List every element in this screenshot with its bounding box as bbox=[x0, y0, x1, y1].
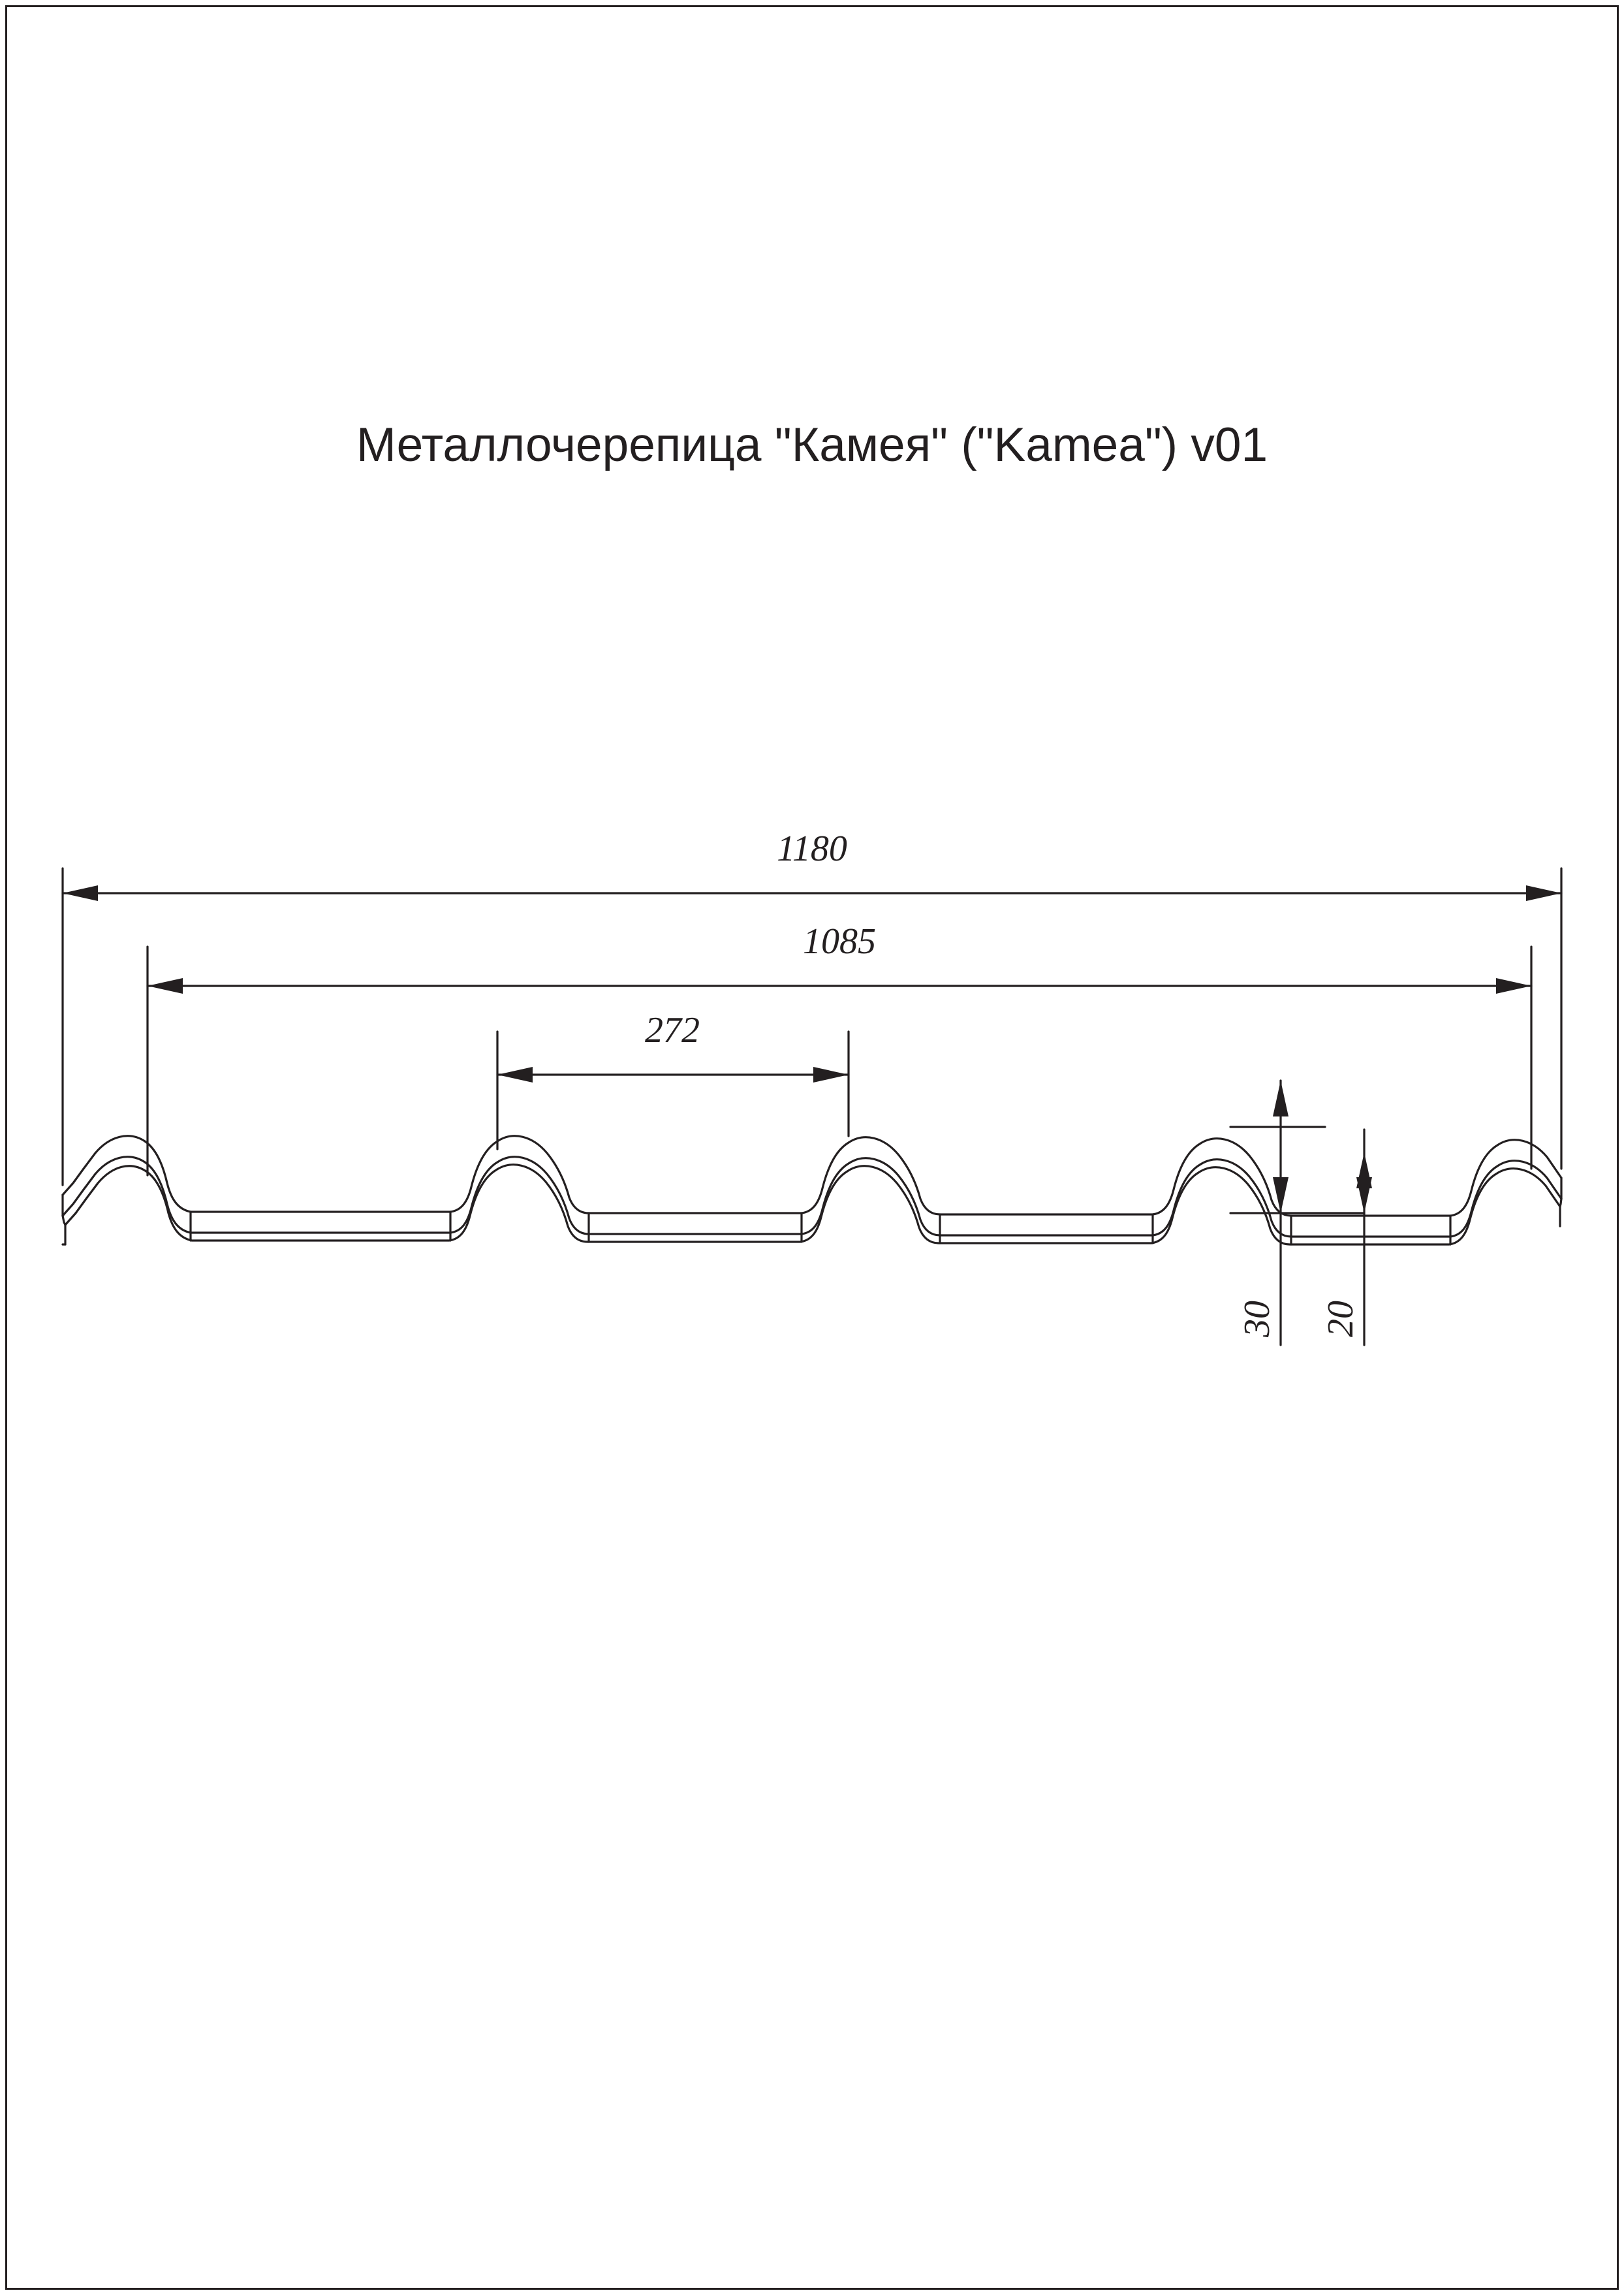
dimension-1180 bbox=[63, 868, 1561, 1185]
dimension-label-30: 30 bbox=[1237, 1301, 1277, 1337]
reference-lines bbox=[1230, 1127, 1281, 1213]
dimension-label-1085: 1085 bbox=[803, 921, 876, 962]
tile-profile-second-line bbox=[63, 1157, 1561, 1237]
dimension-label-1180: 1180 bbox=[777, 829, 847, 869]
dimension-label-20: 20 bbox=[1320, 1301, 1361, 1337]
tile-profile-top-line bbox=[63, 1136, 1561, 1216]
page-title: Металлочерепица "Камея" ("Kamea") v01 bbox=[356, 419, 1268, 471]
dimension-1085 bbox=[148, 947, 1531, 1175]
dimension-label-272: 272 bbox=[645, 1010, 700, 1051]
